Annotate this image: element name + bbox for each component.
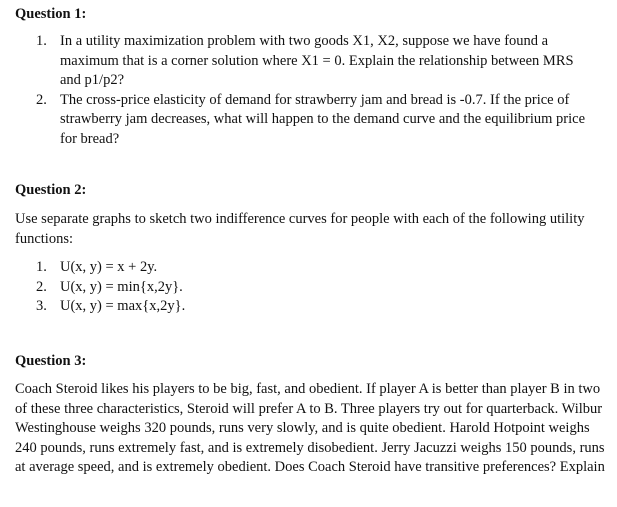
question-1-heading: Question 1: — [15, 6, 87, 22]
question-3-heading: Question 3: — [15, 353, 87, 369]
list-item-number: 2. — [36, 91, 47, 108]
list-item — [36, 32, 598, 91]
question-2-intro: Use separate graphs to sketch two indifference curves for people with each of the following utility functions: — [15, 211, 585, 247]
list-item-number: 1. — [36, 33, 47, 49]
question-1-list — [36, 32, 598, 149]
list-item-text: U(x, y) = min{x,2y}. — [60, 278, 183, 295]
list-item-text: U(x, y) = max{x,2y}. — [60, 298, 186, 315]
list-item-text: U(x, y) = x + 2y. — [60, 259, 158, 275]
list-item-number: 3. — [36, 298, 47, 315]
list-item — [36, 278, 436, 298]
list-item-text: In a utility maximization problem with two goods X1, X2, suppose we have found a maximum that is a corner solution where X1 = 0. Explain the relationship between MRS and p1/p2? — [60, 33, 574, 88]
question-2-list — [36, 258, 436, 317]
question-3-body: Coach Steroid likes his players to be big, fast, and obedient. If player A is better than player B in two of these three characteristics, Steroid will prefer A to B. Three players try out for quarterback. Wilbur Westinghouse weighs 320 pounds, runs very slowly, and is quite obedient. Harold Hotpoint weighs 240 pounds, runs extremely fast, and is extremely disobedient. Jerry Jacuzzi weighs 150 pounds, runs at average speed, and is extremely obedient. Does Coach Steroid have transitive preferences? Explain — [15, 381, 605, 475]
list-item — [36, 258, 436, 278]
list-item-text: The cross-price elasticity of demand for strawberry jam and bread is -0.7. If the price of strawberry jam decreases, what will happen to the demand curve and the equilibrium price for bread? — [60, 91, 586, 147]
list-item — [36, 91, 598, 150]
question-2-heading: Question 2: — [15, 182, 87, 198]
list-item — [36, 297, 436, 317]
list-item-number: 1. — [36, 259, 47, 275]
list-item-number: 2. — [36, 278, 47, 295]
